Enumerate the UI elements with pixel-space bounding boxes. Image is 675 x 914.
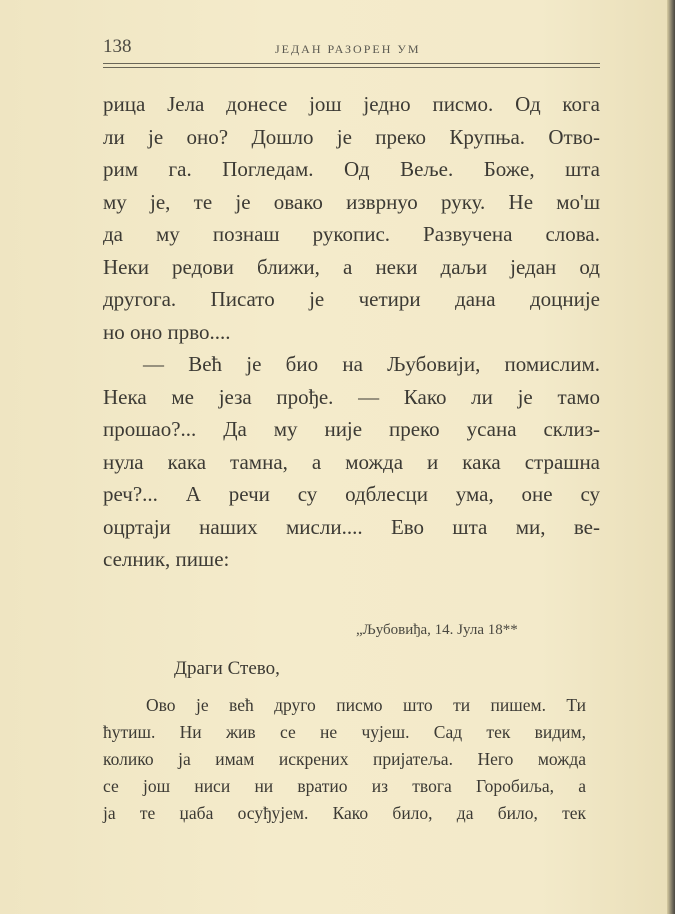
letter-line: колико ја имам искрених пријатеља. Него можда [103, 749, 586, 769]
letter-line: ћутиш. Ни жив се не чујеш. Сад тек видим, [103, 722, 586, 742]
text-line: прошао?... Да му није преко усана склиз- [103, 417, 600, 441]
text-line: оцртаји наших мисли.... Ево шта ми, ве- [103, 514, 600, 539]
letter-salutation: Драги Стево, [174, 658, 280, 679]
text-line: — Већ је био на Љубовији, помислим. [143, 352, 600, 376]
header-rule-top [103, 63, 600, 64]
text-line: но оно прво.... [103, 319, 231, 344]
text-line: рица Јела донесе још једно писмо. Од кога [103, 92, 600, 116]
text-line: другога. Писато је четири дана доцније [103, 287, 600, 311]
page-number: 138 [103, 36, 132, 57]
running-title: ЈЕДАН РАЗОРЕН УМ [275, 42, 421, 56]
text-line: реч?... А речи су одблесци ума, оне су [103, 482, 600, 506]
text-line: селник, пише: [103, 547, 230, 571]
letter-line: ја те џаба осуђујем. Како било, да било, тек [103, 803, 586, 823]
letter-text [103, 692, 586, 827]
paragraph-1 [103, 88, 600, 348]
page-header [103, 36, 600, 60]
header-rule-bottom [103, 67, 600, 68]
text-line: рим га. Погледам. Од Веље. Боже, шта [103, 157, 600, 181]
letter-dateline: „Љубовиђа, 14. Јула 18** [356, 622, 518, 638]
letter-line: Ово је већ друго писмо што ти пишем. Ти [146, 695, 586, 715]
text-line: Неки редови ближи, а неки даљи један од [103, 254, 600, 279]
text-line: ли је оно? Дошло је преко Крупња. Отво- [103, 124, 600, 149]
text-line: да му познаш рукопис. Развучена слова. [103, 222, 600, 246]
paragraph-2 [103, 348, 600, 576]
text-line: Нека ме језа прође. — Како ли је тамо [103, 384, 600, 409]
page-edge-shadow [667, 0, 675, 914]
text-line: нула кака тамна, а можда и кака страшна [103, 449, 600, 474]
text-line: му је, те је овако изврнуо руку. Не мо'ш [103, 189, 600, 214]
body-text [103, 88, 600, 576]
letter-line: се још ниси ни вратио из твога Горобиља, а [103, 776, 586, 796]
